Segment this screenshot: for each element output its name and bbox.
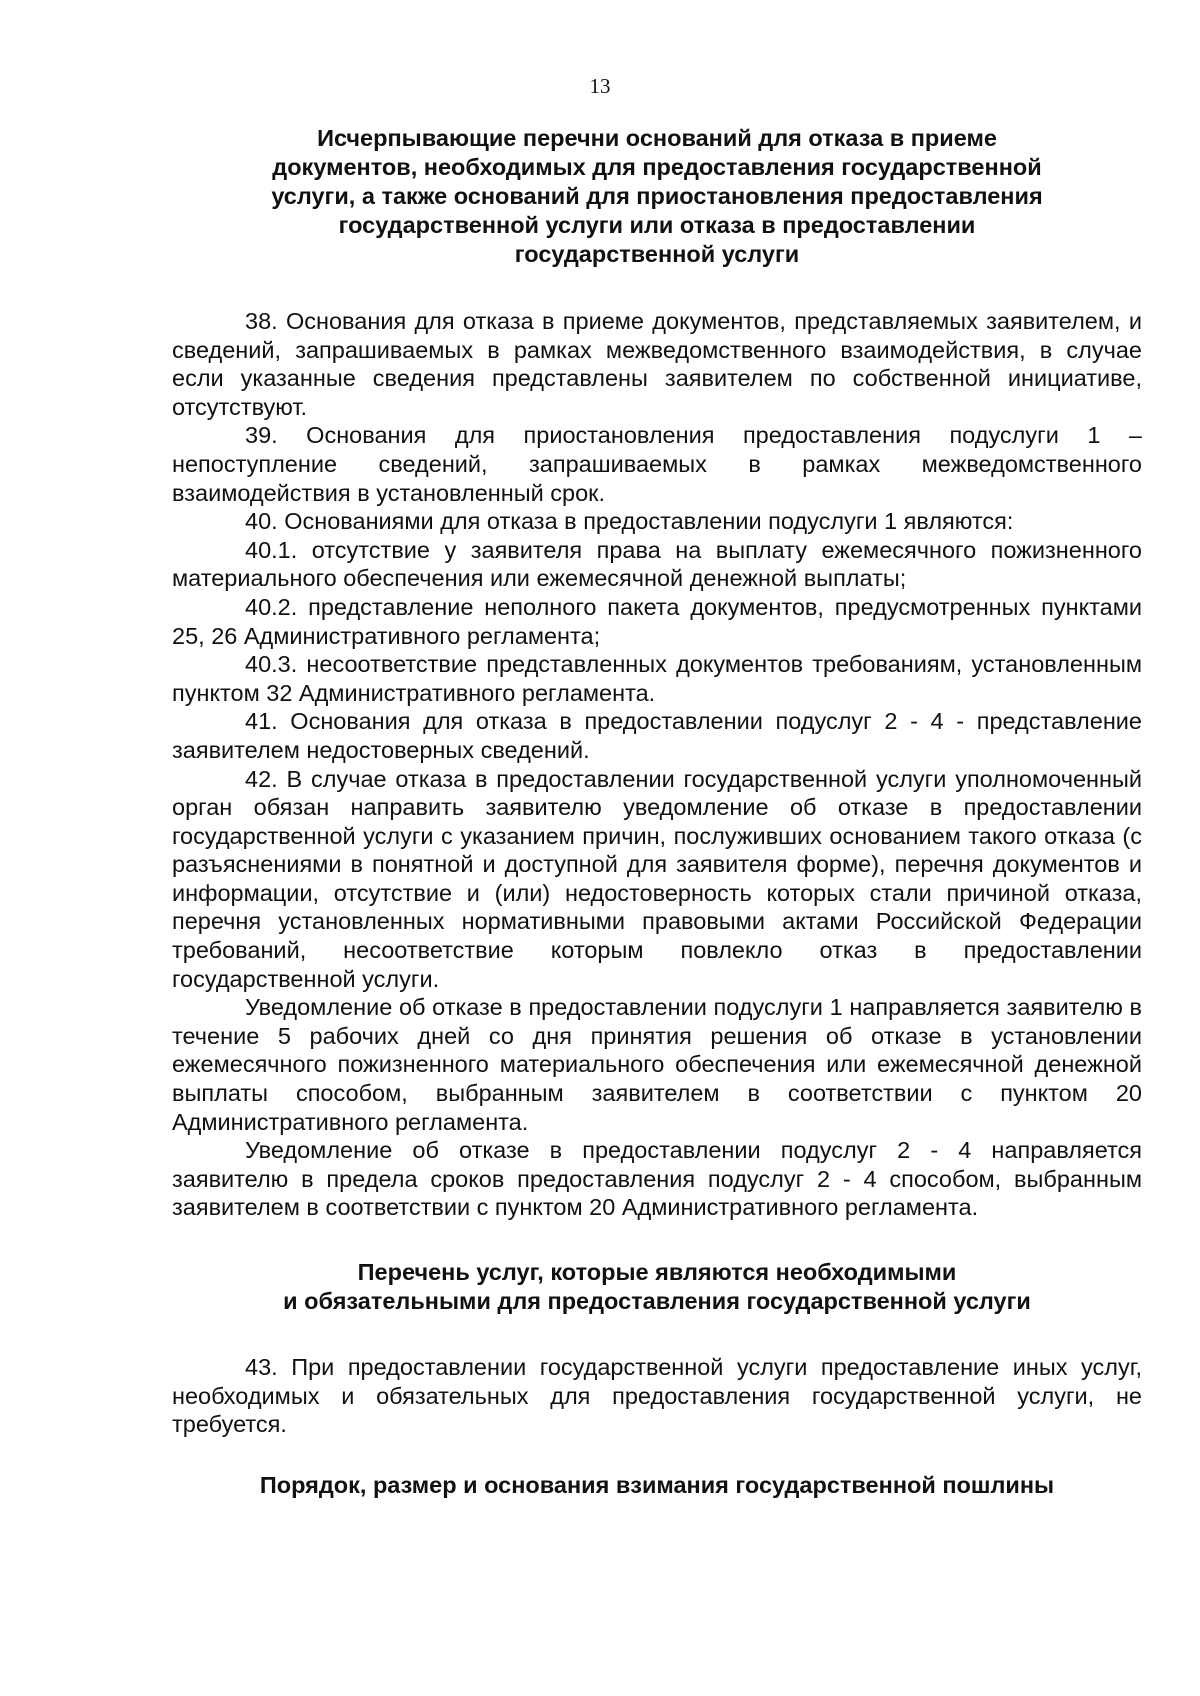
section-heading-refusal-grounds [172, 124, 1142, 269]
paragraph-40-2: 40.2. представление неполного пакета документов, предусмотренных пунктами 25, 26 Административного регламента; [172, 593, 1142, 649]
heading-line: Перечень услуг, которые являются необходимыми [357, 1259, 957, 1285]
paragraph-notice-subservices-2-4: Уведомление об отказе в предоставлении подуслуг 2 - 4 направляется заявителю в предела сроков предоставления подуслуг 2 - 4 способом, выбранным заявителем в соответствии с пунктом 20 Административного регламента. [172, 1137, 1142, 1221]
section-heading-required-services [172, 1258, 1142, 1316]
paragraph-40-3: 40.3. несоответствие представленных документов требованиям, установленным пунктом 32 Административного регламента. [172, 651, 1142, 706]
paragraph-41: 41. Основания для отказа в предоставлении подуслуг 2 - 4 - представление заявителем недостоверных сведений. [172, 708, 1142, 763]
paragraph-39: 39. Основания для приостановления предоставления подуслуги 1 – непоступление сведений, запрашиваемых в рамках межведомственного взаимодействия в установленный срок. [172, 422, 1142, 506]
paragraph-40: 40. Основаниями для отказа в предоставлении подуслуги 1 являются: [245, 508, 1014, 535]
page-number: 13 [589, 74, 611, 98]
document-body [172, 124, 1142, 1500]
paragraph-42: 42. В случае отказа в предоставлении государственной услуги уполномоченный орган обязан направить заявителю уведомление об отказе в предоставлении государственной услуги с указанием причин, послуживших основанием такого отказа (с разъяснениями в понятной и доступной для заявителя форме), перечня документов и информации, отсутствие и (или) недостоверность которых стали причиной отказа, перечня установленных нормативными правовыми актами Российской Федерации требований, несоответствие которым повлекло отказ в предоставлении государственной услуги. [172, 765, 1142, 992]
heading-line: государственной услуги [514, 241, 800, 267]
section-heading-state-fee: Порядок, размер и основания взимания государственной пошлины [259, 1471, 1055, 1498]
heading-line: услуги, а также оснований для приостановления предоставления [271, 183, 1043, 209]
heading-line: документов, необходимых для предоставления государственной [272, 154, 1042, 180]
paragraph-40-1: 40.1. отсутствие у заявителя права на выплату ежемесячного пожизненного материального обеспечения или ежемесячной денежной выплаты; [172, 536, 1142, 592]
paragraph-38: 38. Основания для отказа в приеме документов, представляемых заявителем, и сведений, запрашиваемых в рамках межведомственного взаимодействия, в случае если указанные сведения представлены заявителем по собственной инициативе, отсутствуют. [172, 308, 1142, 420]
heading-line: Исчерпывающие перечни оснований для отказа в приеме [317, 125, 997, 151]
heading-line: государственной услуги или отказа в предоставлении [338, 212, 976, 238]
paragraph-43: 43. При предоставлении государственной услуги предоставление иных услуг, необходимых и обязательных для предоставления государственной услуги, не требуется. [172, 1354, 1142, 1438]
paragraph-notice-subservice-1: Уведомление об отказе в предоставлении подуслуги 1 направляется заявителю в течение 5 рабочих дней со дня принятия решения об отказе в установлении ежемесячного пожизненного материального обеспечения или ежемесячной денежной выплаты способом, выбранным заявителем в соответствии с пунктом 20 Административного регламента. [172, 994, 1142, 1135]
heading-line: и обязательными для предоставления государственной услуги [283, 1288, 1031, 1314]
